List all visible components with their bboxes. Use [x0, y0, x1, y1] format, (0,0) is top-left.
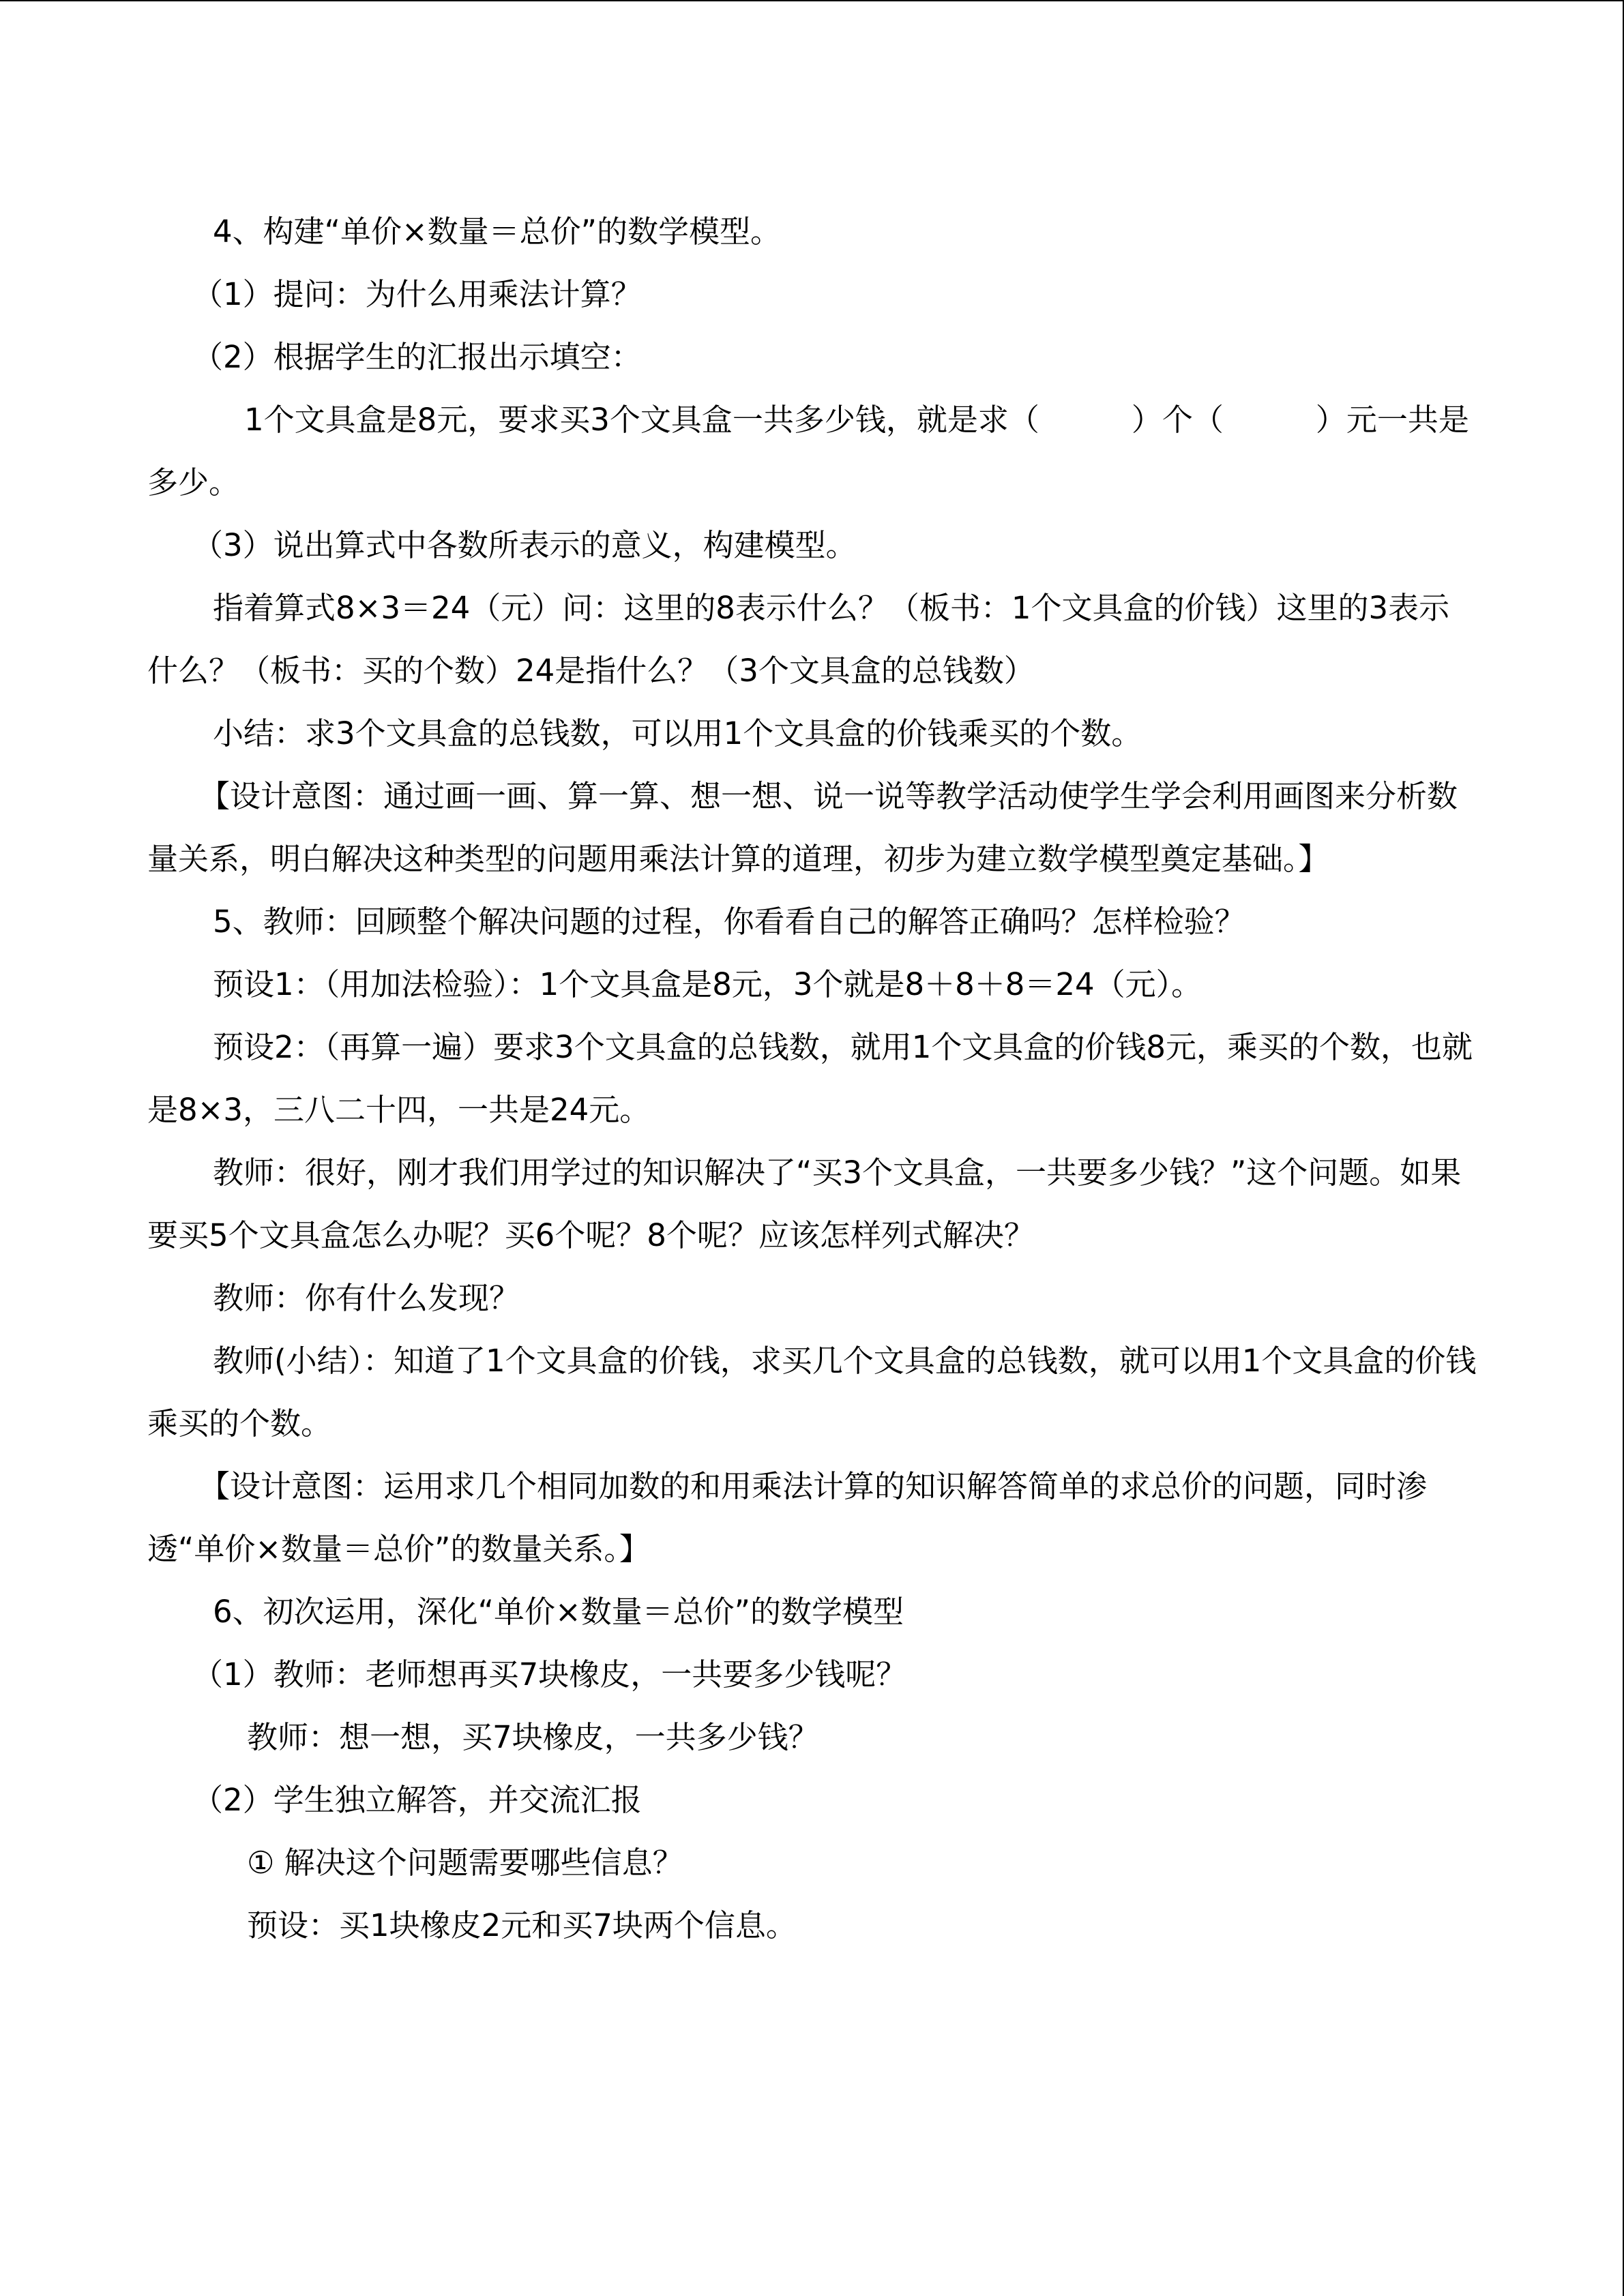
section-5-heading: 5、教师：回顾整个解决问题的过程，你看看自己的解答正确吗？怎样检验？	[213, 904, 1245, 940]
teacher-summary: 教师(小结）：知道了1个文具盒的价钱，求买几个文具盒的总钱数，就可以用1个文具盒的价钱乘买的个数。	[147, 1343, 1477, 1442]
circled-question-1: ① 解决这个问题需要哪些信息？	[247, 1845, 683, 1881]
question-3: （3）说出算式中各数所表示的意义，构建模型。	[192, 527, 857, 563]
teacher-paragraph-1: 教师：很好，刚才我们用学过的知识解决了“买3个文具盒，一共要多少钱？”这个问题。如果要买5个文具盒怎么办呢？买6个呢？8个呢？应该怎样列式解决？	[147, 1154, 1462, 1253]
teacher-think: 教师：想一想，买7块橡皮，一共多少钱？	[247, 1719, 819, 1755]
formula-explanation: 指着算式8×3＝24（元）问：这里的8表示什么？（板书：1个文具盒的价钱）这里的3表示什么？（板书：买的个数）24是指什么？（3个文具盒的总钱数）	[147, 590, 1450, 689]
question-2: （2）根据学生的汇报出示填空：	[192, 339, 642, 375]
question-1: （1）提问：为什么用乘法计算？	[192, 276, 642, 312]
teacher-paragraph-2: 教师：你有什么发现？	[213, 1280, 520, 1316]
design-intent-1: 【设计意图：通过画一画、算一算、想一想、说一说等教学活动使学生学会利用画图来分析数量关系，明白解决这种类型的问题用乘法计算的道理，初步为建立数学模型奠定基础。】	[147, 778, 1458, 877]
summary-paragraph: 小结：求3个文具盒的总钱数，可以用1个文具盒的价钱乘买的个数。	[213, 715, 1142, 751]
preset-2: 预设2：（再算一遍）要求3个文具盒的总钱数，就用1个文具盒的价钱8元，乘买的个数，也就是8×3，三八二十四，一共是24元。	[147, 1029, 1473, 1128]
fill-in-blank-text: 1个文具盒是8元，要求买3个文具盒一共多少钱，就是求（ ）个（ ）元一共是多少。	[147, 402, 1469, 501]
design-intent-2: 【设计意图：运用求几个相同加数的和用乘法计算的知识解答简单的求总价的问题，同时渗透“单价×数量＝总价”的数量关系。】	[147, 1468, 1428, 1567]
preset-1: 预设1：（用加法检验）：1个文具盒是8元，3个就是8＋8＋8＝24（元）。	[213, 966, 1202, 1002]
section-6-heading: 6、初次运用，深化“单价×数量＝总价”的数学模型	[213, 1594, 904, 1630]
question-6-1: （1）教师：老师想再买7块橡皮，一共要多少钱呢？	[192, 1656, 907, 1693]
section-4-heading: 4、构建“单价×数量＝总价”的数学模型。	[213, 213, 781, 250]
preset-final: 预设：买1块橡皮2元和买7块两个信息。	[247, 1907, 797, 1943]
document-body	[147, 200, 1477, 1957]
question-6-2: （2）学生独立解答，并交流汇报	[192, 1782, 642, 1818]
